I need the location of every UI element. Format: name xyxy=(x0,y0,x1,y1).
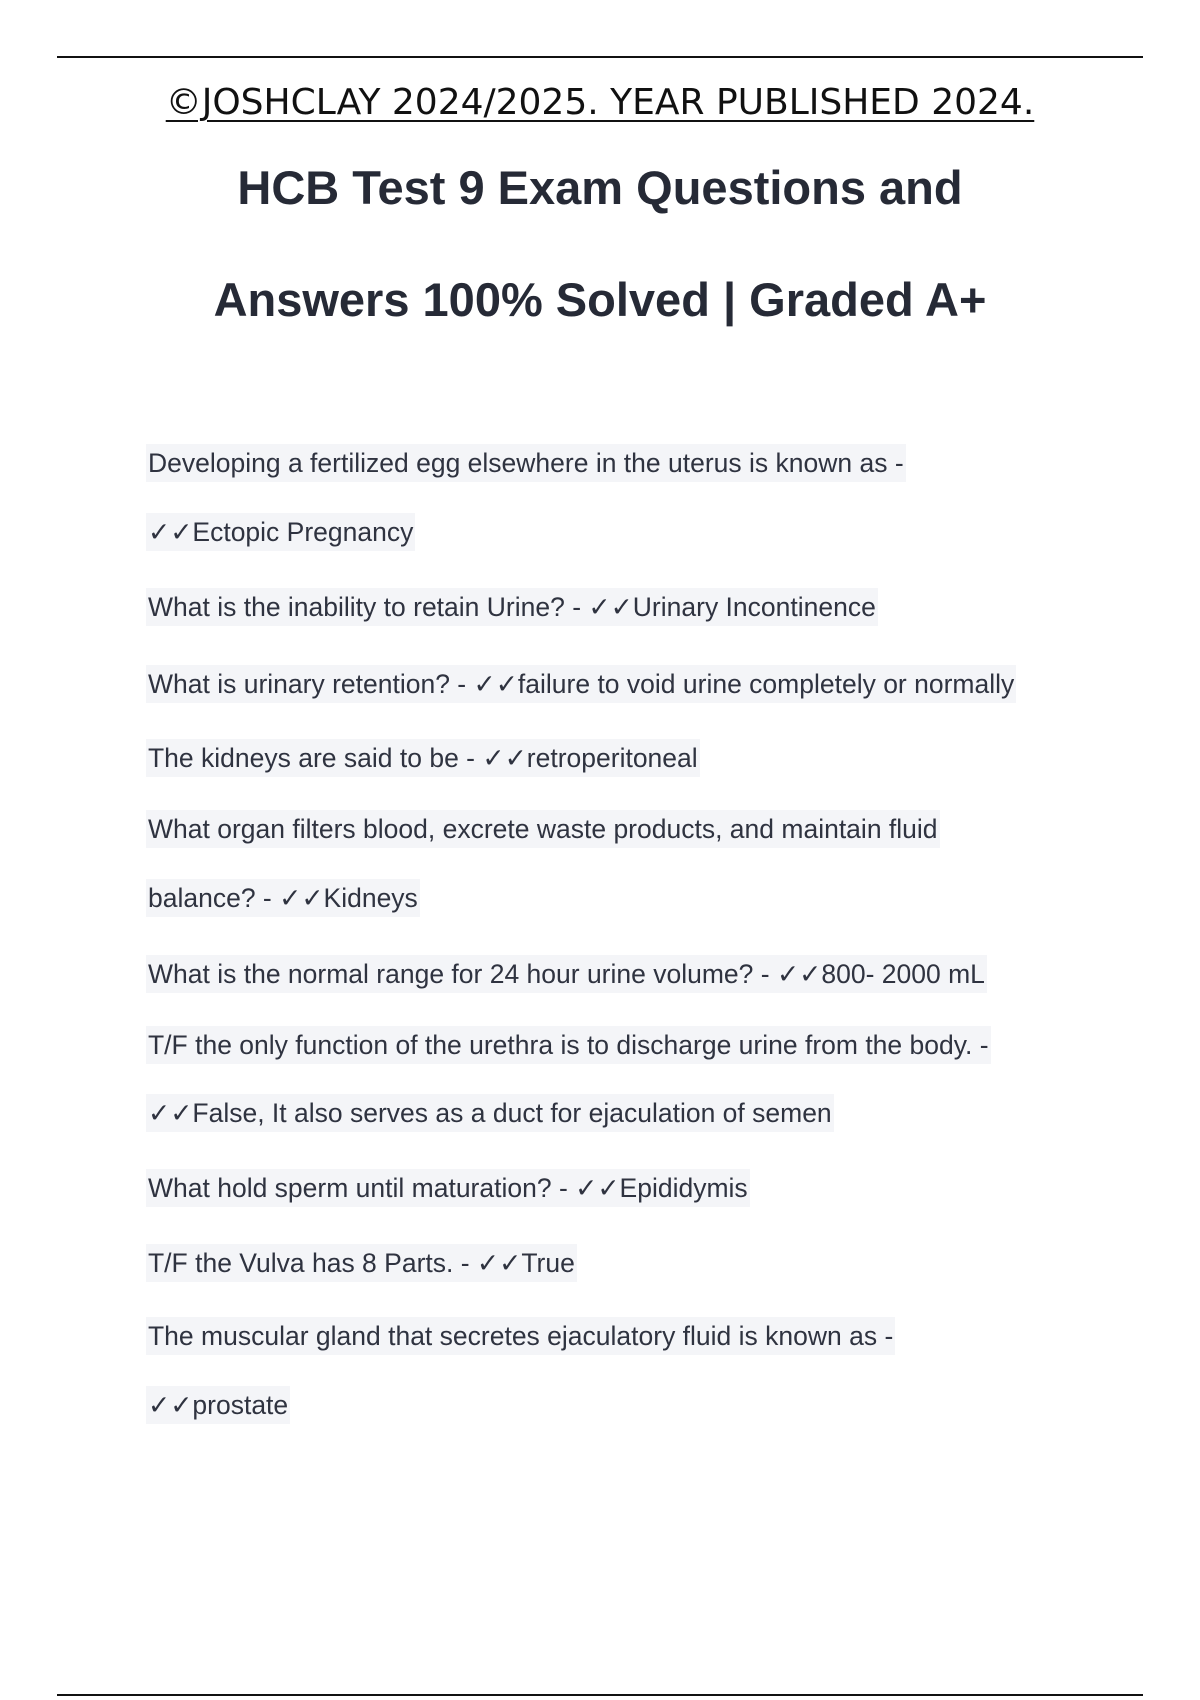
qa-question-line: What organ filters blood, excrete waste products, and maintain fluid xyxy=(146,810,940,848)
qa-answer-line: ✓✓False, It also serves as a duct for ejaculation of semen xyxy=(146,1094,834,1132)
qa-question-line: What is the inability to retain Urine? - ✓✓Urinary Incontinence xyxy=(146,588,878,626)
qa-question-line: What is urinary retention? - ✓✓failure to void urine completely or normally xyxy=(146,665,1016,703)
qa-answer-line: ✓✓Ectopic Pregnancy xyxy=(146,513,415,551)
document-title-line-2: Answers 100% Solved | Graded A+ xyxy=(213,273,987,326)
qa-answer-line: ✓✓prostate xyxy=(146,1386,290,1424)
copyright-header xyxy=(0,80,1200,126)
top-rule xyxy=(57,56,1143,58)
qa-question-line: Developing a fertilized egg elsewhere in the uterus is known as - xyxy=(146,444,906,482)
qa-question-line: T/F the Vulva has 8 Parts. - ✓✓True xyxy=(146,1244,577,1282)
copyright-text: ©JOSHCLAY 2024/2025. YEAR PUBLISHED 2024. xyxy=(165,82,1035,123)
qa-question-line: What is the normal range for 24 hour urine volume? - ✓✓800- 2000 mL xyxy=(146,955,987,993)
qa-question-line: The muscular gland that secretes ejaculatory fluid is known as - xyxy=(146,1317,895,1355)
qa-question-line: The kidneys are said to be - ✓✓retroperitoneal xyxy=(146,739,700,777)
qa-question-line: What hold sperm until maturation? - ✓✓Epididymis xyxy=(146,1169,750,1207)
bottom-rule xyxy=(57,1694,1143,1696)
qa-answer-line: balance? - ✓✓Kidneys xyxy=(146,879,420,917)
qa-question-line: T/F the only function of the urethra is to discharge urine from the body. - xyxy=(146,1026,991,1064)
document-title-line-1: HCB Test 9 Exam Questions and xyxy=(237,161,963,214)
